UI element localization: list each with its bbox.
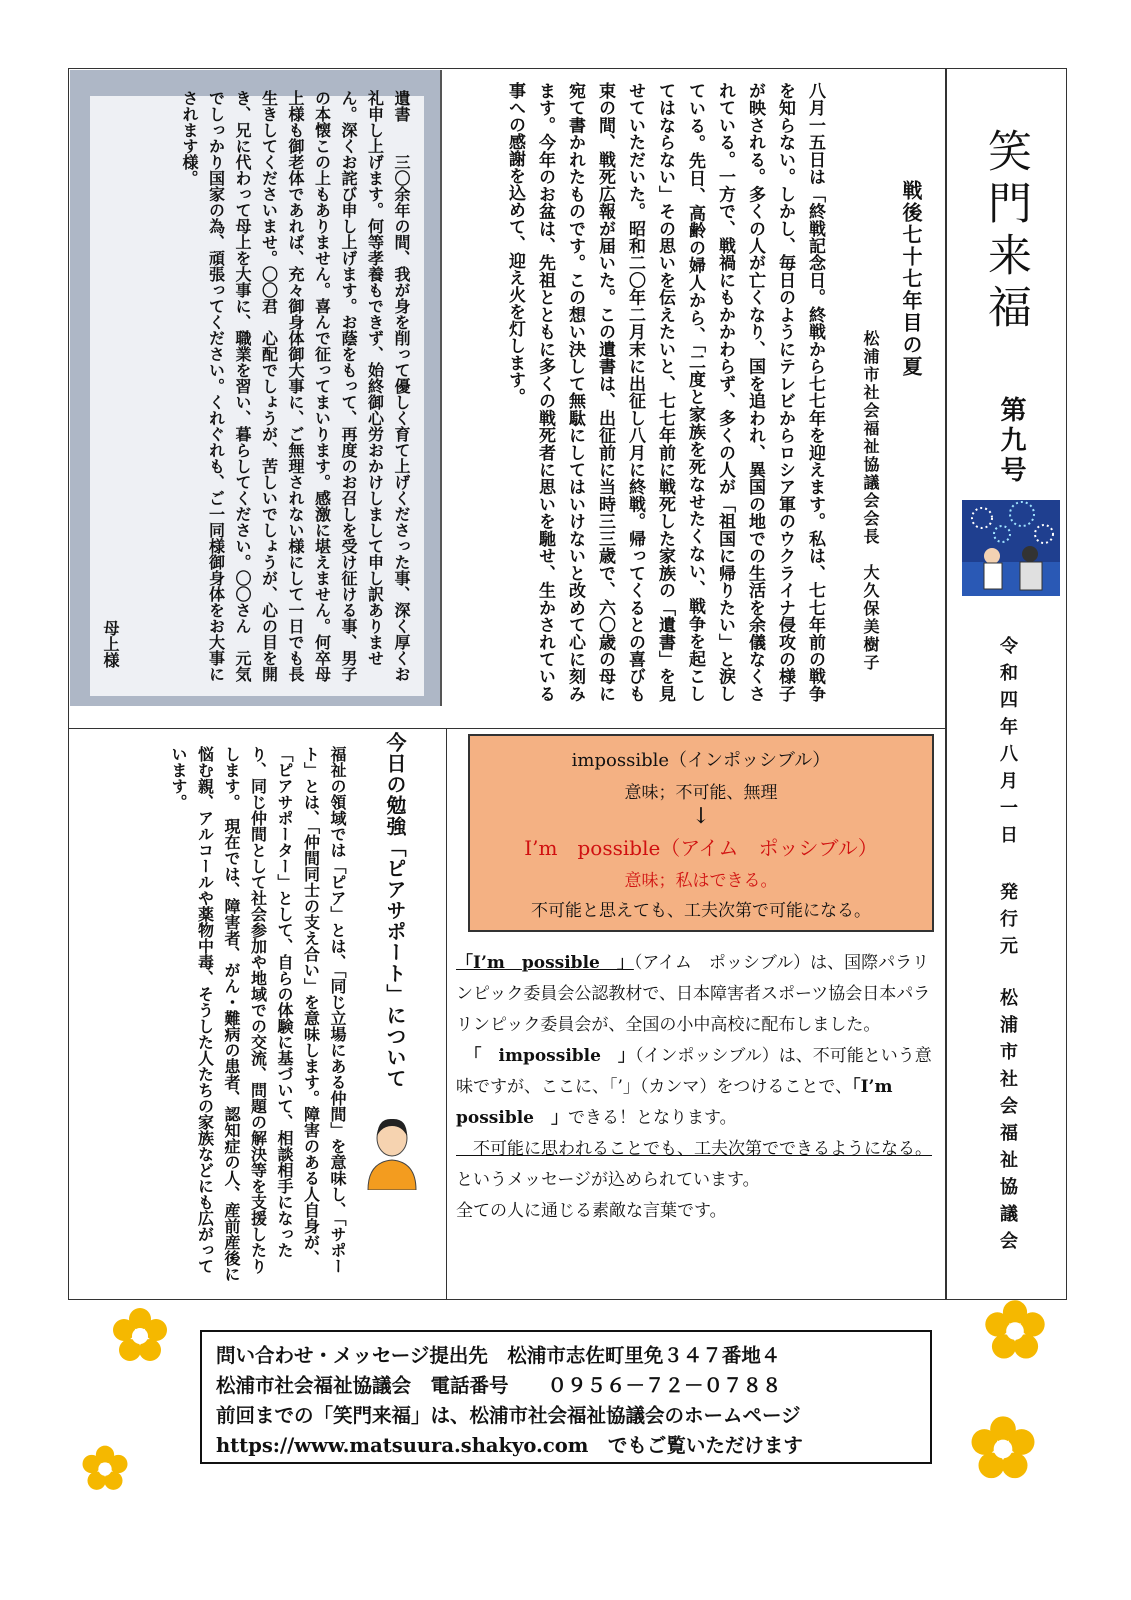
horizontal-divider	[68, 728, 946, 729]
article-body: 八月一五日は「終戦記念日。終戦から七七年を迎えます。私は、七七年前の戦争を知らない。しかし、毎日のようにテレビからロシア軍のウクライナ侵攻の様子が映される。多くの人が亡くなり、国を追われ、異国の地での生活を余儀なくされている。一方で、戦禍にもかかわらず、多くの人が「祖国に帰りたい」と涙している。先日、高齢の婦人から、「二度と家族を死なせたくない、戦争を起こしてはならない」その思いを伝えたいと、七七年前に戦死した家族の「遺書」を見せていただいた。昭和二〇年二月末に出征し八月に終戦。帰ってくるとの喜びも束の間、戦死広報が届いた。この遺書は、出征前に当時三三歳で、六〇歳の母に宛て書かれたものです。この想い決して無駄にしてはいけないと改めて心に刻みます。今年のお盆は、先祖とともに多くの戦死者に思いを馳せ、生かされている事への感謝を込めて、迎え火を灯します。	[505, 82, 825, 703]
impossible-description	[456, 948, 936, 1227]
letter-text: 遺書 三〇余年の間、我が身を削って優しく育て上げくださった事、深く厚くお礼申し上げます。何等孝養もできず、始終御心労おかけしまして申し訳ありません。深くお詫び申し上げます。お蔭をもって、再度のお召しを受け征ける事、男子の本懐この上もありません。喜んで征ってまいります。感激に堪えません。何卒母上様も御老体であれば、充々御身体御大事に、ご無理されない様にして一日でも長生きしてくださいませ。〇〇君 心配でしょうが、苦しいでしょうが、心の目を開き、兄に代わって母上を大事に、職業を習い、暮らしてください。〇〇さん 元気でしっかり国家の為、頑張ってください。くれぐれも、ご一同様御身体をお大事にされます様。	[180, 90, 411, 682]
study-title: 今日の勉強「ピアサポート」について	[383, 732, 407, 1089]
desc-text: できる！となります。	[568, 1108, 737, 1128]
contact-address: 問い合わせ・メッセージ提出先 松浦市志佐町里免３４７番地４	[216, 1344, 781, 1367]
fireworks-illustration	[962, 500, 1060, 596]
flower-icon	[110, 1306, 170, 1366]
flower-icon	[968, 1414, 1038, 1484]
letter-signature: 母上様	[101, 620, 120, 668]
flower-icon	[982, 1298, 1048, 1364]
contact-url[interactable]: https://www.matsuura.shakyo.com でもご覧いただけます	[216, 1434, 803, 1457]
im-possible-emphasis: 「I’m possible 」	[456, 1077, 910, 1128]
article-author: 松浦市社会福祉協議会会長 大久保美樹子	[861, 330, 880, 672]
desc-paragraph-4: 全ての人に通じる素敵な言葉です。	[456, 1201, 727, 1221]
impossible-emphasis: 「 impossible 」	[456, 1046, 635, 1066]
person-icon	[364, 1114, 420, 1190]
desc-text: （インポッシブル）は、不可能という意味ですが、ここに、「’」（カンマ）をつけることで、	[456, 1046, 932, 1097]
issue-number: 第九号	[996, 396, 1026, 486]
vertical-divider	[446, 728, 447, 1300]
desc-paragraph-1	[456, 948, 936, 1041]
desc-underlined: 不可能に思われることでも、工夫次第でできるようになる。	[456, 1139, 932, 1159]
desc-text: というメッセージが込められています。	[456, 1170, 760, 1190]
im-possible-word: I’m possible（アイム ポッシブル）	[524, 836, 878, 860]
desc-text: （アイム ポッシブル）は、国際パラリンピック委員会公認教材で、日本障害者スポーツ協会日本パラリンピック委員会が、全国の小中高校に配布しました。	[456, 953, 931, 1035]
newsletter-title: 笑門来福	[980, 128, 1031, 336]
contact-homepage-note: 前回までの「笑門来福」は、松浦市社会福祉協議会のホームページ	[216, 1404, 801, 1427]
flower-icon	[80, 1444, 130, 1494]
desc-paragraph-3	[456, 1134, 936, 1196]
impossible-word: impossible（インポッシブル）	[571, 750, 831, 771]
impossible-meaning: 意味；不可能、無理	[624, 783, 778, 803]
issue-date: 令和四年八月一日	[997, 636, 1018, 852]
publisher-label: 発行元	[997, 882, 1018, 963]
study-body: 福祉の領域では「ピア」とは、「同じ立場にある仲間」を意味し、「サポート」とは、「仲間同士の支え合い」を意味します。障害のある人自身が、「ピアサポーター」として、自らの体験に基づいて、相談相手になったり、同じ仲間として社会参加や地域での交流、問題の解決等を支援したりします。 現在では、障害者、がん・難病の患者、認知症の人、産前産後に悩む親、アルコールや薬物中毒、そうした人たちの家族などにも広がっています。	[169, 746, 347, 1282]
article-title: 戦後七十七年目の夏	[899, 180, 923, 378]
im-possible-meaning: 意味；私はできる。	[624, 871, 778, 891]
impossible-summary: 不可能と思えても、工夫次第で可能になる。	[531, 901, 871, 921]
im-possible-emphasis: 「I’m possible 」	[456, 953, 634, 973]
impossible-box	[468, 734, 934, 932]
desc-paragraph-2	[456, 1041, 936, 1134]
contact-box	[200, 1330, 932, 1464]
publisher-name: 松浦市社会福祉協議会	[997, 988, 1018, 1258]
down-arrow-icon: ↓	[691, 804, 711, 829]
contact-phone: 松浦市社会福祉協議会 電話番号 ０９５６－７２－０７８８	[216, 1374, 782, 1397]
